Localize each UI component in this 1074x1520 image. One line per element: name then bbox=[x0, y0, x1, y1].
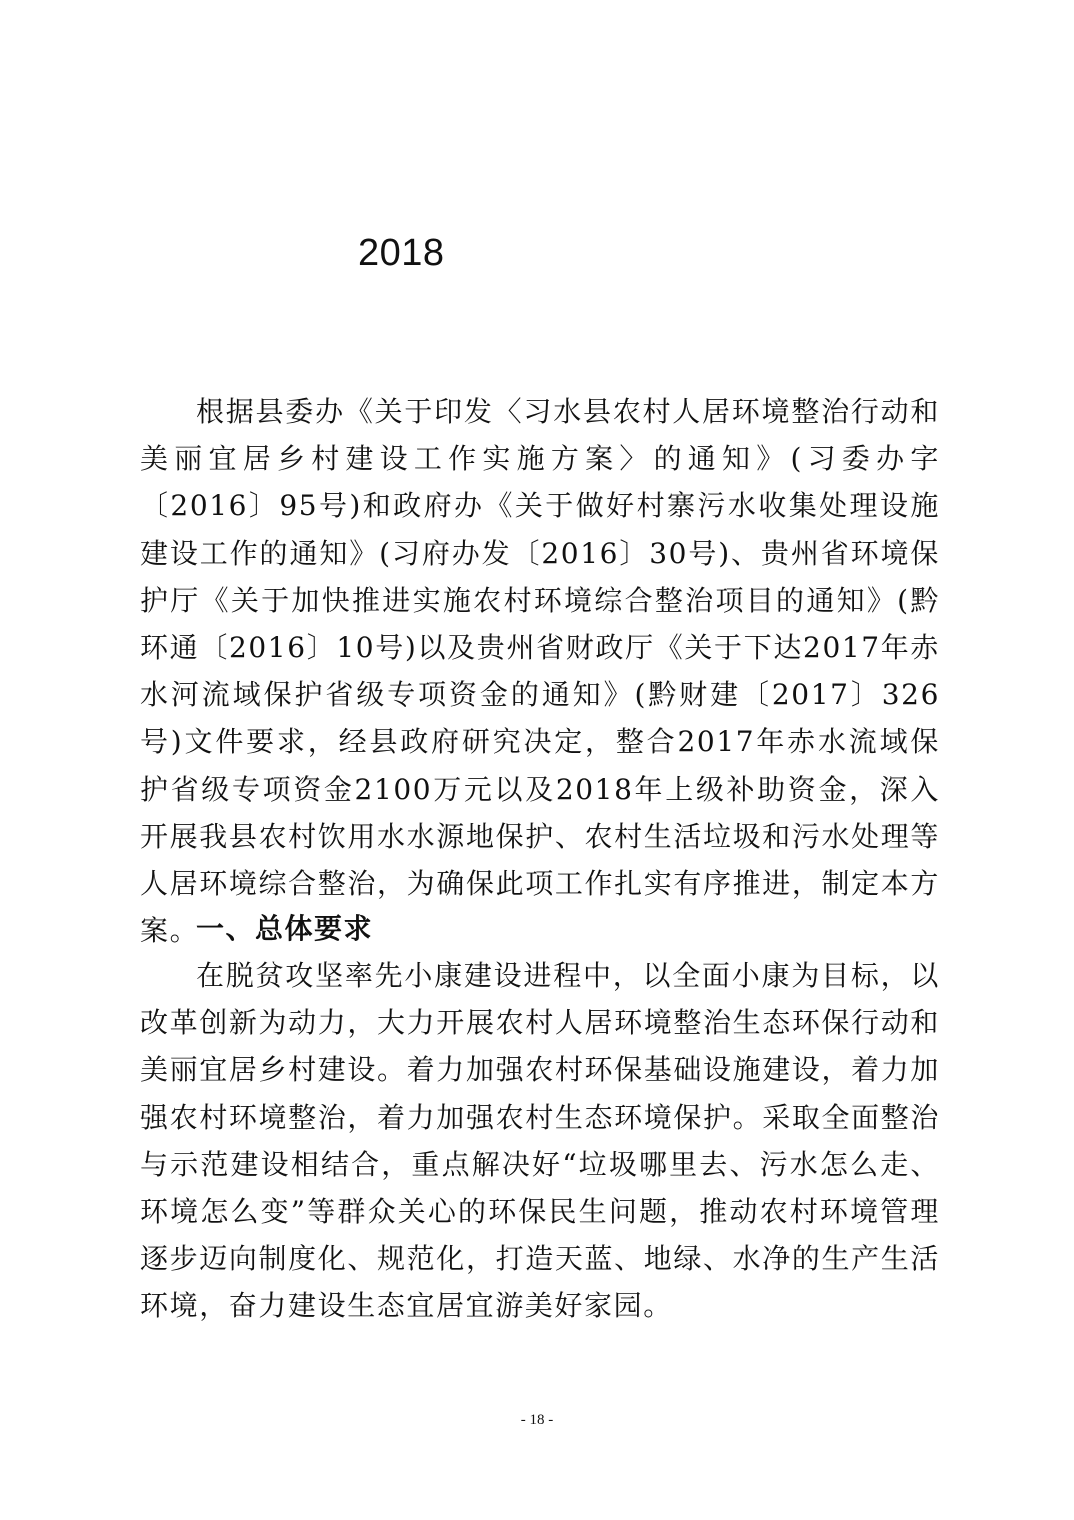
document-title-year: 2018 bbox=[358, 232, 445, 274]
intro-paragraph: 根据县委办《关于印发〈习水县农村人居环境整治行动和美丽宜居乡村建设工作实施方案〉的通知》(习委办字〔2016〕95号)和政府办《关于做好村寨污水收集处理设施建设工作的通知》(习府办发〔2016〕30号)、贵州省环境保护厅《关于加快推进实施农村环境综合整治项目的通知》(黔环通〔2016〕10号)以及贵州省财政厅《关于下达2017年赤水河流域保护省级专项资金的通知》(黔财建〔2017〕326号)文件要求，经县政府研究决定，整合2017年赤水流域保护省级专项资金2100万元以及2018年上级补助资金，深入开展我县农村饮用水水源地保护、农村生活垃圾和污水处理等人居环境综合整治，为确保此项工作扎实有序推进，制定本方案。 bbox=[140, 395, 940, 948]
section-1-paragraph-block bbox=[140, 952, 940, 1330]
intro-paragraph-block bbox=[140, 388, 940, 954]
section-heading-general-requirements: 一、总体要求 bbox=[196, 912, 374, 945]
page-number: - 18 - bbox=[520, 1412, 554, 1428]
section-1-paragraph: 在脱贫攻坚率先小康建设进程中，以全面小康为目标，以改革创新为动力，大力开展农村人居环境整治生态环保行动和美丽宜居乡村建设。着力加强农村环保基础设施建设，着力加强农村环境整治，着力加强农村生态环境保护。采取全面整治与示范建设相结合，重点解决好“垃圾哪里去、污水怎么走、环境怎么变”等群众关心的环保民生问题，推动农村环境管理逐步迈向制度化、规范化，打造天蓝、地绿、水净的生产生活环境，奋力建设生态宜居宜游美好家园。 bbox=[140, 959, 940, 1323]
